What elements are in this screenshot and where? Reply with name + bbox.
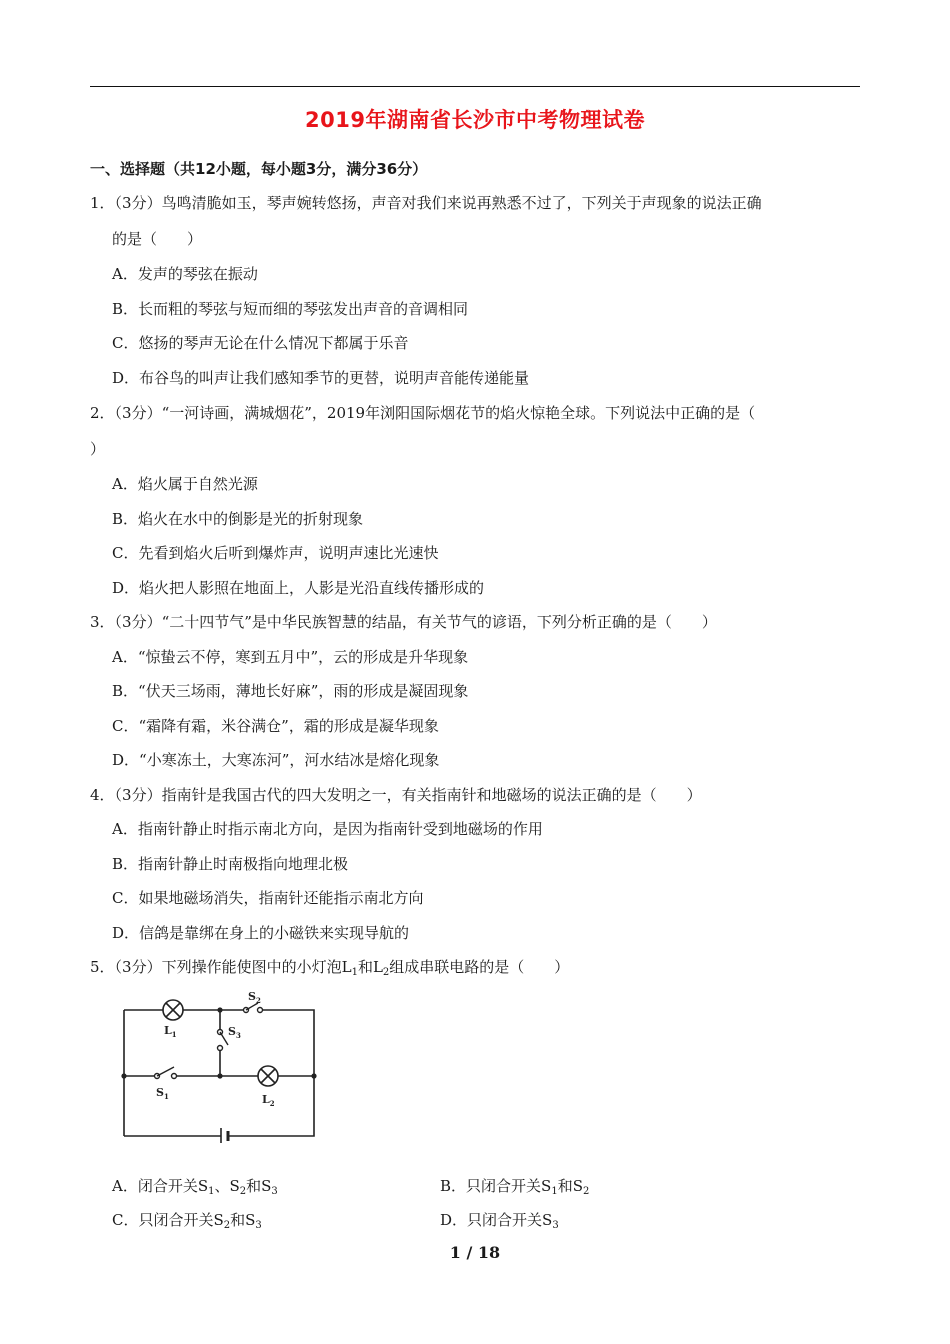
label-l1: $L_1$ xyxy=(164,1024,177,1039)
question-4-option-d: D．信鸽是靠绑在身上的小磁铁来实现导航的 xyxy=(112,924,410,942)
page-total: 18 xyxy=(477,1243,501,1262)
question-5-stem xyxy=(90,957,569,983)
lamp-l1 xyxy=(163,1000,183,1020)
option-c-text-2: 和S xyxy=(230,1211,256,1229)
question-2-option-c: C．先看到焰火后听到爆炸声，说明声速比光速快 xyxy=(112,544,439,562)
question-1-option-b: B．长而粗的琴弦与短而细的琴弦发出声音的音调相同 xyxy=(112,300,469,318)
page-number xyxy=(0,1243,950,1262)
battery-cell xyxy=(221,1128,228,1143)
option-c-text: C．只闭合开关S xyxy=(112,1211,224,1229)
label-l2: $L_2$ xyxy=(262,1093,275,1108)
question-5-option-a xyxy=(112,1176,278,1202)
question-4-stem: 4．（3分）指南针是我国古代的四大发明之一，有关指南针和地磁场的说法正确的是（ ） xyxy=(90,786,702,804)
question-5-option-d xyxy=(440,1210,559,1236)
question-3-option-c: C．“霜降有霜，米谷满仓”，霜的形成是凝华现象 xyxy=(112,717,439,735)
option-c-sub2: 2 xyxy=(223,1220,231,1231)
question-1-option-a: A．发声的琴弦在振动 xyxy=(112,265,258,283)
question-1-option-c: C．悠扬的琴声无论在什么情况下都属于乐音 xyxy=(112,334,409,352)
question-5-option-c xyxy=(112,1210,262,1236)
question-2-option-b: B．焰火在水中的倒影是光的折射现象 xyxy=(112,510,364,528)
question-4-option-a: A．指南针静止时指示南北方向，是因为指南针受到地磁场的作用 xyxy=(112,820,543,838)
option-b-sub1: 1 xyxy=(551,1186,558,1197)
switch-s3 xyxy=(218,1030,229,1051)
question-1-stem: 1．（3分）鸟鸣清脆如玉，琴声婉转悠扬，声音对我们来说再熟悉不过了，下列关于声现象的说法正确 xyxy=(90,194,762,212)
option-d-text: D．只闭合开关S xyxy=(440,1211,553,1229)
option-d-sub3: 3 xyxy=(552,1220,559,1231)
page-separator: / xyxy=(460,1243,478,1262)
option-a-sub3: 3 xyxy=(271,1186,278,1197)
question-3-option-a: A．“惊蛰云不停，寒到五月中”，云的形成是升华现象 xyxy=(112,648,469,666)
question-4-option-c: C．如果地磁场消失，指南针还能指示南北方向 xyxy=(112,889,424,907)
option-b-text: B．只闭合开关S xyxy=(440,1177,552,1195)
question-2-stem: 2．（3分）“一河诗画，满城烟花”，2019年浏阳国际烟花节的焰火惊艳全球。下列说法中正确的是（ xyxy=(90,404,756,422)
option-c-sub3: 3 xyxy=(255,1220,262,1231)
junction-dots xyxy=(121,1007,316,1078)
page-title: 2019年湖南省长沙市中考物理试卷 xyxy=(305,108,645,132)
question-2-option-d: D．焰火把人影照在地面上，人影是光沿直线传播形成的 xyxy=(112,579,485,597)
question-3-option-b: B．“伏天三场雨，薄地长好麻”，雨的形成是凝固现象 xyxy=(112,682,469,700)
option-a-text: A．闭合开关S xyxy=(112,1177,209,1195)
section-heading: 一、选择题（共12小题，每小题3分，满分36分） xyxy=(90,160,428,178)
question-3-stem: 3．（3分）“二十四节气”是中华民族智慧的结晶，有关节气的谚语，下列分析正确的是（ ） xyxy=(90,613,717,631)
question-3-option-d: D．“小寒冻土，大寒冻河”，河水结冰是熔化现象 xyxy=(112,751,440,769)
question-2-option-a: A．焰火属于自然光源 xyxy=(112,475,258,493)
question-5-option-b xyxy=(440,1176,589,1202)
label-s3: $S_3$ xyxy=(228,1025,241,1040)
option-a-sub2: 2 xyxy=(239,1186,247,1197)
question-2-stem-cont: ） xyxy=(90,440,106,458)
question-5-stem-mid: 和L xyxy=(357,958,383,976)
question-5-stem-sub2: 2 xyxy=(382,967,390,978)
question-5-stem-sub1: 1 xyxy=(351,967,358,978)
header-rule xyxy=(90,86,860,87)
option-a-text-2: 、S xyxy=(214,1177,240,1195)
question-4-option-b: B．指南针静止时南极指向地理北极 xyxy=(112,855,349,873)
question-1-stem-cont: 的是（ ） xyxy=(112,230,203,248)
option-b-text-2: 和S xyxy=(557,1177,583,1195)
question-1-option-d: D．布谷鸟的叫声让我们感知季节的更替，说明声音能传递能量 xyxy=(112,369,530,387)
switch-s1 xyxy=(155,1067,177,1079)
circuit-diagram xyxy=(118,988,323,1143)
label-s2: $S_2$ xyxy=(248,990,261,1005)
option-a-sub1: 1 xyxy=(208,1186,215,1197)
question-5-stem-pre: 5．（3分）下列操作能使图中的小灯泡L xyxy=(90,958,352,976)
lamp-l2 xyxy=(258,1066,278,1086)
label-s1: $S_1$ xyxy=(156,1086,169,1101)
page-current: 1 xyxy=(449,1243,461,1262)
option-a-text-3: 和S xyxy=(246,1177,272,1195)
question-5-stem-post: 组成串联电路的是（ ） xyxy=(389,958,570,976)
option-b-sub2: 2 xyxy=(582,1186,590,1197)
